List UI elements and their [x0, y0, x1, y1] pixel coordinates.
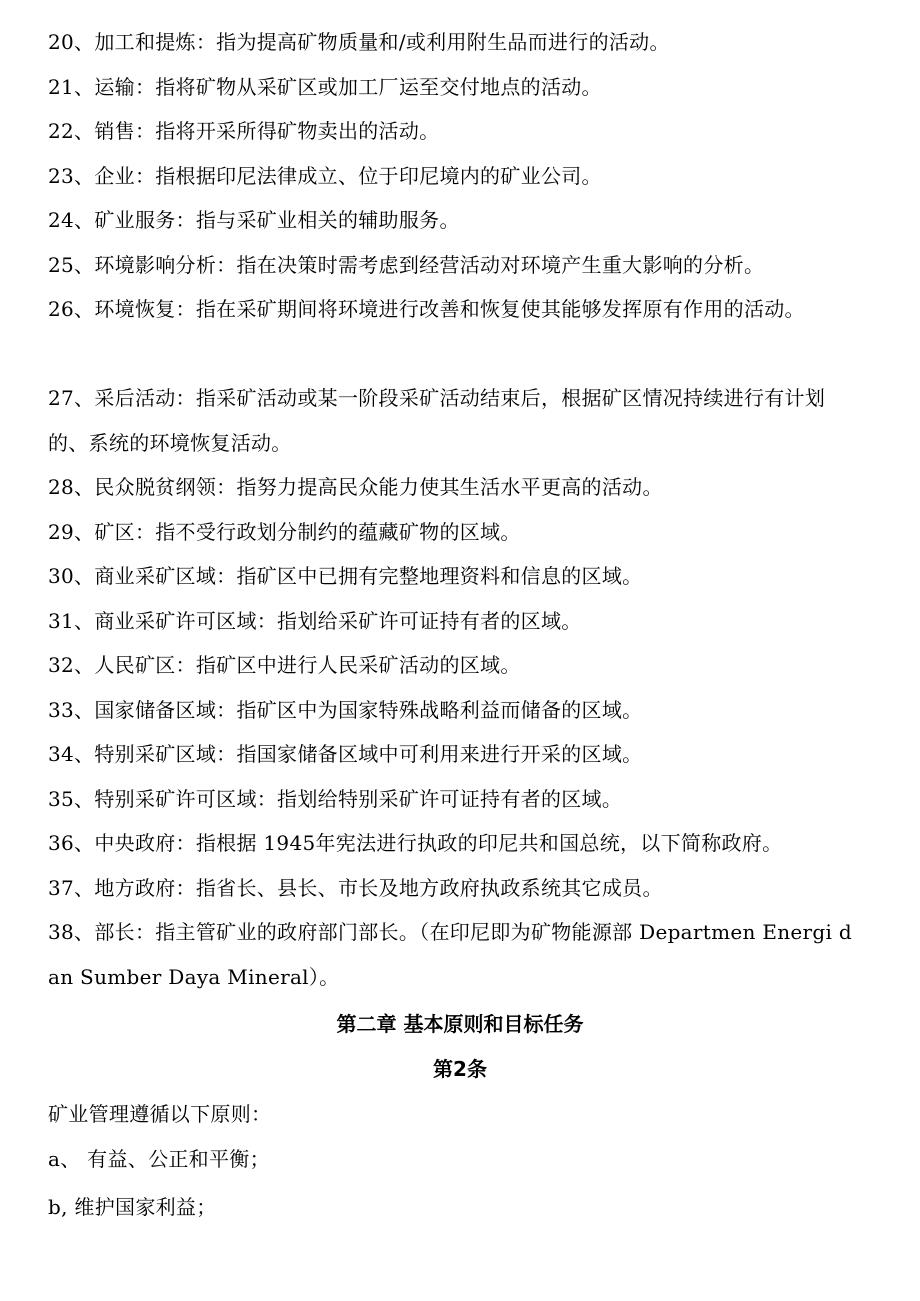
- definition-item-31: 31、商业采矿许可区域：指划给采矿许可证持有者的区域。: [48, 608, 582, 633]
- definition-item-27: 27、采后活动：指采矿活动或某一阶段采矿活动结束后，根据矿区情况持续进行有计划的、系统的环境恢复活动。: [48, 386, 826, 455]
- definition-item-30: 30、商业采矿区域：指矿区中已拥有完整地理资料和信息的区域。: [48, 564, 643, 588]
- principle-item-a: a、 有益、公正和平衡；: [48, 1147, 270, 1171]
- definition-item-37: 37、地方政府：指省长、县长、市长及地方政府执政系统其它成员。: [48, 875, 663, 900]
- definition-item-33: 33、国家储备区域：指矿区中为国家特殊战略利益而储备的区域。: [48, 697, 643, 722]
- definition-item-21: 21、运输：指将矿物从采矿区或加工厂运至交付地点的活动。: [48, 74, 602, 99]
- definition-item-38: 38、部长：指主管矿业的政府部门部长。（在印尼即为矿物能源部 Departmen Energi dan Sumber Daya Mineral）。: [48, 920, 852, 989]
- principles-intro: 矿业管理遵循以下原则：: [48, 1102, 272, 1126]
- definition-item-22: 22、销售：指将开采所得矿物卖出的活动。: [48, 119, 440, 143]
- principle-item-b: b, 维护国家利益；: [48, 1195, 217, 1219]
- definition-item-25: 25、环境影响分析：指在决策时需考虑到经营活动对环境产生重大影响的分析。: [48, 252, 765, 277]
- definition-item-26: 26、环境恢复：指在采矿期间将环境进行改善和恢复使其能够发挥原有作用的活动。: [48, 297, 805, 321]
- definition-item-32: 32、人民矿区：指矿区中进行人民采矿活动的区域。: [48, 653, 521, 677]
- definition-item-36: 36、中央政府：指根据 1945年宪法进行执政的印尼共和国总统，以下简称政府。: [48, 831, 783, 855]
- definition-item-29: 29、矿区：指不受行政划分制约的蕴藏矿物的区域。: [48, 519, 521, 544]
- definition-item-24: 24、矿业服务：指与采矿业相关的辅助服务。: [48, 208, 460, 232]
- definition-item-28: 28、民众脱贫纲领：指努力提高民众能力使其生活水平更高的活动。: [48, 475, 663, 499]
- article-title: 第2条: [433, 1057, 487, 1081]
- chapter-title: 第二章 基本原则和目标任务: [336, 1012, 584, 1036]
- definition-item-35: 35、特别采矿许可区域：指划给特别采矿许可证持有者的区域。: [48, 786, 623, 811]
- definition-item-23: 23、企业：指根据印尼法律成立、位于印尼境内的矿业公司。: [48, 163, 602, 188]
- definition-item-20: 20、加工和提炼：指为提高矿物质量和/或利用附生品而进行的活动。: [48, 30, 670, 54]
- definition-item-34: 34、特别采矿区域：指国家储备区域中可利用来进行开采的区域。: [48, 742, 643, 766]
